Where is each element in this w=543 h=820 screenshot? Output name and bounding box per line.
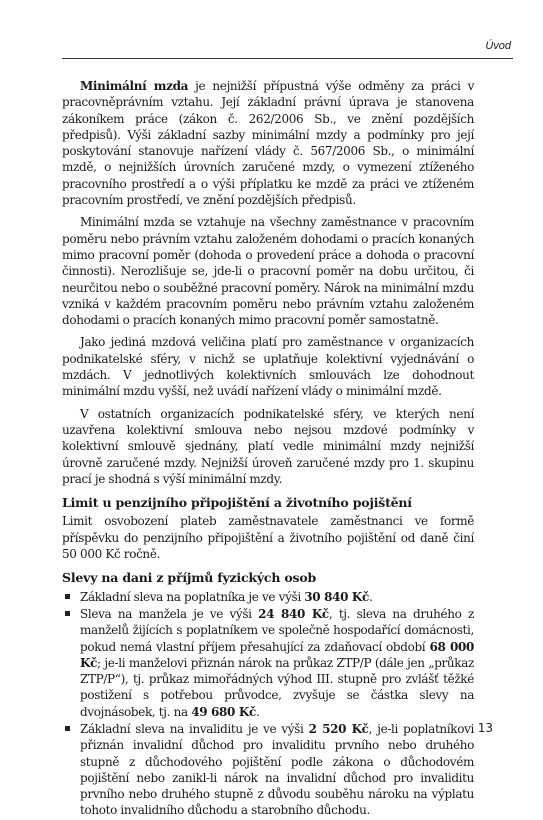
paragraph-rozsah: Minimální mzda se vztahuje na všechny zaměstnance v pracovním poměru nebo právním vztahu založeném dohodami o pracích konaných mimo pracovní poměr (dohoda o provedení práce a dohoda o pracovní činnosti). Nerozlišuje se, jde-li o pracovní poměr na dobu určitou, či neurčitou nebo o souběžné pracovní poměry. Nárok na minimální mzdu vzniká v každém pracovním poměru nebo právním vztahu založeném dohodami o pracích konaných mimo pracovní poměr samostatně.: [62, 215, 474, 328]
header-rule: [62, 58, 513, 59]
bullet-marker: [65, 594, 70, 599]
term-minimalni-mzda: Minimální mzda: [80, 79, 189, 93]
heading-slevy: Slevy na dani z příjmů fyzických osob: [62, 570, 317, 586]
body-text: [62, 78, 474, 820]
running-head: Úvod: [485, 40, 511, 52]
bullet-marker: [65, 726, 70, 731]
list-item: Základní sleva na invaliditu je ve výši 2 520 Kč, je-li poplatníkovi přiznán invalidní důchod pro invaliditu prvního nebo druhého stupně z důchodového pojištění podle zákona o důchodovém pojištění nebo zanikl-li nárok na invalidní důchod pro invaliditu prvního nebo druhého stupně z důvodu souběhu nároku na výplatu tohoto invalidního důchodu a starobního důchodu.: [62, 721, 474, 819]
heading-limit: Limit u penzijního připojištění a životního pojištění: [62, 495, 412, 511]
list-item: Sleva na manžela je ve výši 24 840 Kč, tj. sleva na druhého z manželů žijících s poplatníkem ve společně hospodařící domácnosti, pokud nemá vlastní příjem přesahující za zdaňovací období 68 000 Kč; je-li manželovi přiznán nárok na průkaz ZTP/P (dále jen „průkaz ZTP/P“), tj. průkaz mimořádných výhod III. stupně pro zvlášť těžké postižení s potřebou průvodce, zvyšuje se částka slevy na dvojnásobek, tj. na 49 680 Kč.: [62, 606, 474, 720]
list-item: Základní sleva na poplatníka je ve výši 30 840 Kč.: [62, 589, 474, 605]
paragraph-limit: Limit osvobození plateb zaměstnavatele zaměstnanci ve formě příspěvku do penzijního připojištění a životního pojištění od daně činí 50 000 Kč ročně.: [62, 514, 474, 562]
paragraph-kolektivni: Jako jediná mzdová veličina platí pro zaměstnance v organizacích podnikatelské sféry, v nichž se uplatňuje kolektivní vyjednávání o mzdách. V jednotlivých kolektivních smlouvách lze dohodnout minimální mzdu vyšší, než uvádí nařízení vlády o minimální mzdě.: [62, 335, 474, 399]
paragraph-minimalni-mzda: Minimální mzda je nejnižší přípustná výše odměny za práci v pracovněprávním vztahu. Její základní právní úprava je stanovena zákoníkem práce (zákon č. 262/2006 Sb., ve znění pozdějších předpisů). Výši základní sazby minimální mzdy a podmínky pro její poskytování stanovuje nařízení vlády č. 567/2006 Sb., o minimální mzdě, o nejnižších úrovních zaručené mzdy, o vymezení ztíženého pracovního prostředí a o výši příplatku ke mzdě za práci ve ztíženém pracovním prostředí, ve znění pozdějších předpisů.: [62, 79, 474, 208]
page-number: 13: [477, 721, 493, 735]
bullet-marker: [65, 611, 70, 616]
list-slevy: [62, 589, 474, 819]
paragraph-zarucena-mzda: V ostatních organizacích podnikatelské sféry, ve kterých není uzavřena kolektivní smlouva nebo nejsou mzdové podmínky v kolektivní smlouvě sjednány, platí vedle minimální mzdy nejnižší úrovně zaručené mzdy. Nejnižší úroveň zaručené mzdy pro 1. skupinu prací je shodná s výší minimální mzdy.: [62, 406, 474, 486]
